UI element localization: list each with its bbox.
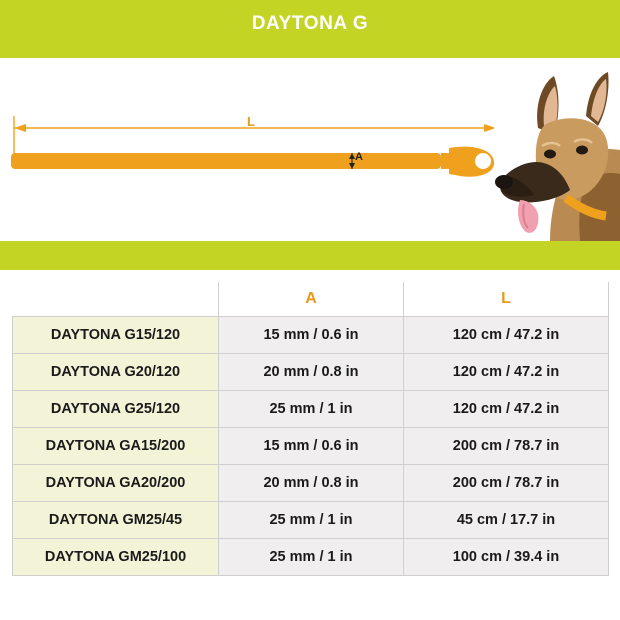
table-header-l: L xyxy=(404,282,609,317)
cell-model: DAYTONA G20/120 xyxy=(13,354,219,391)
table-row xyxy=(13,465,609,502)
dimension-label-length: L xyxy=(247,114,255,129)
leash-drawing-svg xyxy=(0,58,510,241)
lime-band-top xyxy=(0,48,620,58)
cell-length: 120 cm / 47.2 in xyxy=(404,354,609,391)
table-row xyxy=(13,354,609,391)
dog-photo xyxy=(494,58,620,241)
specification-table-wrap xyxy=(12,282,608,576)
table-header-a: A xyxy=(219,282,404,317)
cell-model: DAYTONA GM25/45 xyxy=(13,502,219,539)
table-header-row xyxy=(13,282,609,317)
cell-length: 120 cm / 47.2 in xyxy=(404,317,609,354)
page-header xyxy=(0,0,620,48)
cell-model: DAYTONA GM25/100 xyxy=(13,539,219,576)
table-row xyxy=(13,317,609,354)
cell-width: 25 mm / 1 in xyxy=(219,539,404,576)
cell-length: 100 cm / 39.4 in xyxy=(404,539,609,576)
cell-length: 120 cm / 47.2 in xyxy=(404,391,609,428)
cell-width: 20 mm / 0.8 in xyxy=(219,465,404,502)
cell-length: 45 cm / 17.7 in xyxy=(404,502,609,539)
cell-model: DAYTONA GA20/200 xyxy=(13,465,219,502)
cell-width: 15 mm / 0.6 in xyxy=(219,428,404,465)
hero-section xyxy=(0,48,620,270)
page-title: DAYTONA G xyxy=(251,13,369,34)
specification-table xyxy=(12,282,609,576)
dimension-label-width: A xyxy=(355,151,363,163)
table-row xyxy=(13,539,609,576)
cell-model: DAYTONA GA15/200 xyxy=(13,428,219,465)
cell-width: 20 mm / 0.8 in xyxy=(219,354,404,391)
cell-width: 15 mm / 0.6 in xyxy=(219,317,404,354)
table-row xyxy=(13,428,609,465)
table-row xyxy=(13,391,609,428)
cell-width: 25 mm / 1 in xyxy=(219,391,404,428)
cell-model: DAYTONA G15/120 xyxy=(13,317,219,354)
cell-model: DAYTONA G25/120 xyxy=(13,391,219,428)
table-row xyxy=(13,502,609,539)
lime-band-bottom xyxy=(0,241,620,270)
cell-length: 200 cm / 78.7 in xyxy=(404,465,609,502)
cell-width: 25 mm / 1 in xyxy=(219,502,404,539)
table-header-model xyxy=(13,282,219,317)
dog-illustration-svg xyxy=(494,58,620,241)
leash-dimension-drawing xyxy=(0,58,510,241)
cell-length: 200 cm / 78.7 in xyxy=(404,428,609,465)
